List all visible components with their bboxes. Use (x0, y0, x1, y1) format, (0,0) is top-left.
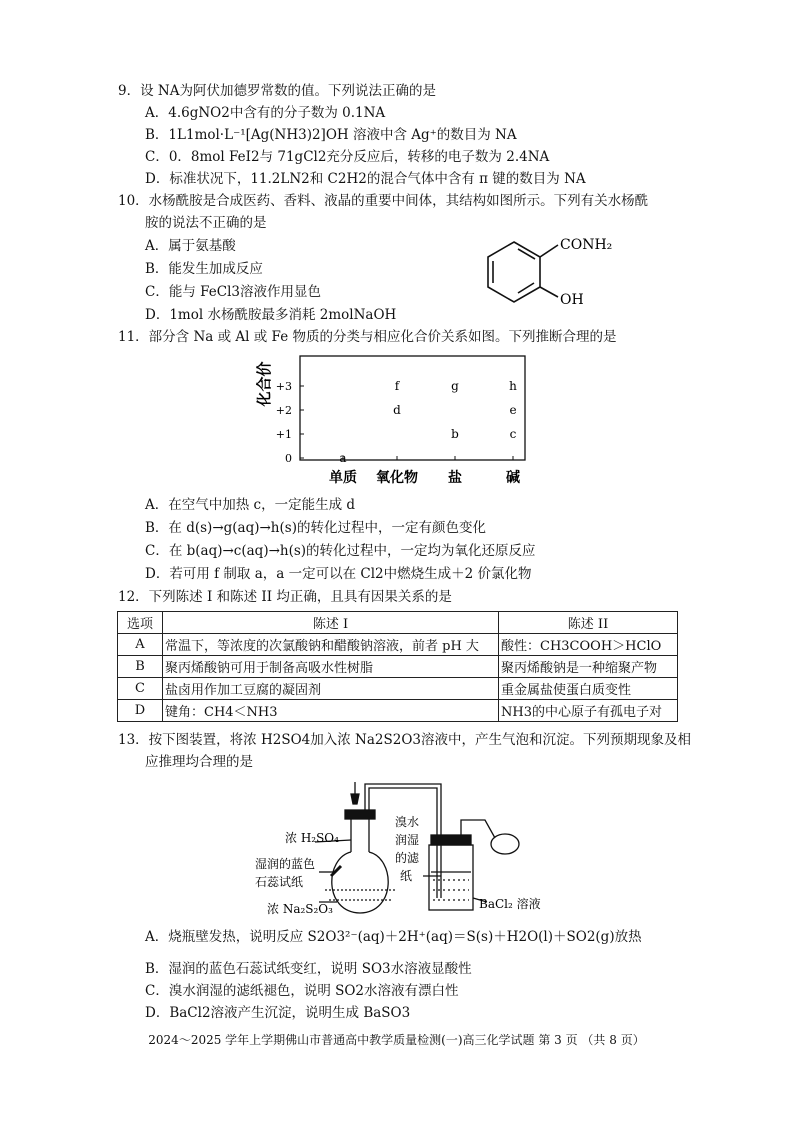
table-row (118, 678, 678, 700)
q13-option-c: C．溴水润湿的滤纸褪色，说明 SO2水溶液有漂白性 (145, 983, 459, 999)
label-litmus-line1: 湿润的蓝色 (255, 857, 316, 871)
point-g: g (451, 379, 459, 393)
y-tick-label: +3 (275, 380, 292, 393)
table-header-row (118, 612, 678, 634)
q13-stem-line1: 13．按下图装置，将浓 H2SO4加入浓 Na2S2O3溶液中，产生气泡和沉淀。下列预期现象及相 (118, 732, 691, 748)
table-header-cell: 陈述 I (163, 612, 499, 634)
table-cell: A (118, 634, 163, 656)
q13-option-a: A．烧瓶壁发热，说明反应 S2O3²⁻(aq)＋2H⁺(aq)＝S(s)＋H2O(l)＋SO2(g)放热 (145, 929, 642, 945)
point-h: h (509, 379, 517, 393)
label-conc-h2so4: 浓 H₂SO₄ (285, 831, 339, 845)
label-bromine-line4: 纸 (400, 869, 413, 883)
salicylamide-structure (470, 225, 620, 320)
table-cell: NH3的中心原子有孤电子对 (499, 700, 678, 722)
label-bromine-line1: 溴水 (395, 815, 420, 829)
q9-option-b: B．1L1mol·L⁻¹[Ag(NH3)2]OH 溶液中含 Ag⁺的数目为 NA (145, 127, 517, 143)
x-tick-label: 碱 (506, 470, 520, 486)
point-c: c (509, 427, 517, 441)
point-a: a (339, 451, 347, 465)
q9-option-a: A．4.6gNO2中含有的分子数为 0.1NA (145, 105, 386, 121)
table-cell: 聚丙烯酸钠是一种缩聚产物 (499, 656, 678, 678)
point-f: f (394, 379, 400, 393)
q13-stem-line2: 应推理均合理的是 (145, 754, 253, 770)
table-cell: 重金属盐使蛋白质变性 (499, 678, 678, 700)
x-tick-label: 单质 (329, 470, 357, 486)
q12-stem: 12．下列陈述 I 和陈述 II 均正确，且具有因果关系的是 (118, 589, 452, 605)
point-b: b (451, 427, 459, 441)
q9-option-c: C．0．8mol FeI2与 71gCl2充分反应后，转移的电子数为 2.4NA (145, 149, 550, 165)
label-bacl2: BaCl₂ 溶液 (479, 897, 541, 911)
page-footer: 2024～2025 学年上学期佛山市普通高中教学质量检测(一)高三化学试题 第 3 页 （共 8 页） (148, 1033, 645, 1047)
table-header-cell: 陈述 II (499, 612, 678, 634)
q11-stem: 11．部分含 Na 或 Al 或 Fe 物质的分类与相应化合价关系如图。下列推断合理的是 (118, 329, 617, 345)
table-row (118, 634, 678, 656)
label-litmus-line2: 石蕊试纸 (255, 875, 304, 889)
y-tick-label: 0 (285, 452, 292, 465)
q11-option-c: C．在 b(aq)→c(aq)→h(s)的转化过程中，一定均为氧化还原反应 (145, 543, 536, 559)
table-cell: 酸性：CH3COOH＞HClO (499, 634, 678, 656)
valence-chart (255, 350, 540, 490)
point-d: d (393, 403, 401, 417)
q11-option-d: D．若可用 f 制取 a，a 一定可以在 Cl2中燃烧生成＋2 价氯化物 (145, 566, 532, 582)
chart-ylabel: 化合价 (255, 361, 273, 407)
q11-option-a: A．在空气中加热 c，一定能生成 d (145, 497, 356, 513)
table-cell: 键角：CH4＜NH3 (163, 700, 499, 722)
q9-stem: 9．设 NA为阿伏加德罗常数的值。下列说法正确的是 (118, 83, 436, 99)
q13-option-d: D．BaCl2溶液产生沉淀，说明生成 BaSO3 (145, 1005, 411, 1021)
table-cell: C (118, 678, 163, 700)
q10-option-d: D．1mol 水杨酰胺最多消耗 2molNaOH (145, 307, 397, 323)
q11-option-b: B．在 d(s)→g(aq)→h(s)的转化过程中，一定有颜色变化 (145, 520, 486, 536)
y-tick-label: +1 (275, 428, 292, 441)
apparatus-diagram (255, 780, 625, 920)
q13-option-b: B．湿润的蓝色石蕊试纸变红，说明 SO3水溶液显酸性 (145, 961, 472, 977)
chart-frame (300, 356, 525, 460)
table-row (118, 656, 678, 678)
table-cell: 常温下，等浓度的次氯酸钠和醋酸钠溶液，前者 pH 大 (163, 634, 499, 656)
conh2-group-label: CONH₂ (560, 237, 613, 253)
q10-stem-line1: 10．水杨酰胺是合成医药、香料、液晶的重要中间体，其结构如图所示。下列有关水杨酰 (118, 193, 649, 209)
q10-option-b: B．能发生加成反应 (145, 261, 263, 277)
table-cell: B (118, 656, 163, 678)
q10-option-c: C．能与 FeCl3溶液作用显色 (145, 284, 321, 300)
label-bromine-line2: 润湿 (395, 833, 420, 847)
y-tick-label: +2 (275, 404, 292, 417)
label-na2s2o3: 浓 Na₂S₂O₃ (267, 902, 333, 916)
label-bromine-line3: 的滤 (395, 851, 420, 865)
x-tick-label: 氧化物 (376, 470, 418, 486)
table-header-cell: 选项 (118, 612, 163, 634)
q10-stem-line2: 胺的说法不正确的是 (145, 215, 267, 231)
table-cell: D (118, 700, 163, 722)
table-cell: 盐卤用作加工豆腐的凝固剂 (163, 678, 499, 700)
point-e: e (509, 403, 517, 417)
q12-table (117, 611, 678, 722)
table-cell: 聚丙烯酸钠可用于制备高吸水性树脂 (163, 656, 499, 678)
q10-option-a: A．属于氨基酸 (145, 238, 236, 254)
x-tick-label: 盐 (448, 470, 462, 486)
oh-group-label: OH (560, 292, 584, 308)
table-row (118, 700, 678, 722)
q9-option-d: D．标准状况下，11.2LN2和 C2H2的混合气体中含有 π 键的数目为 NA (145, 171, 586, 187)
